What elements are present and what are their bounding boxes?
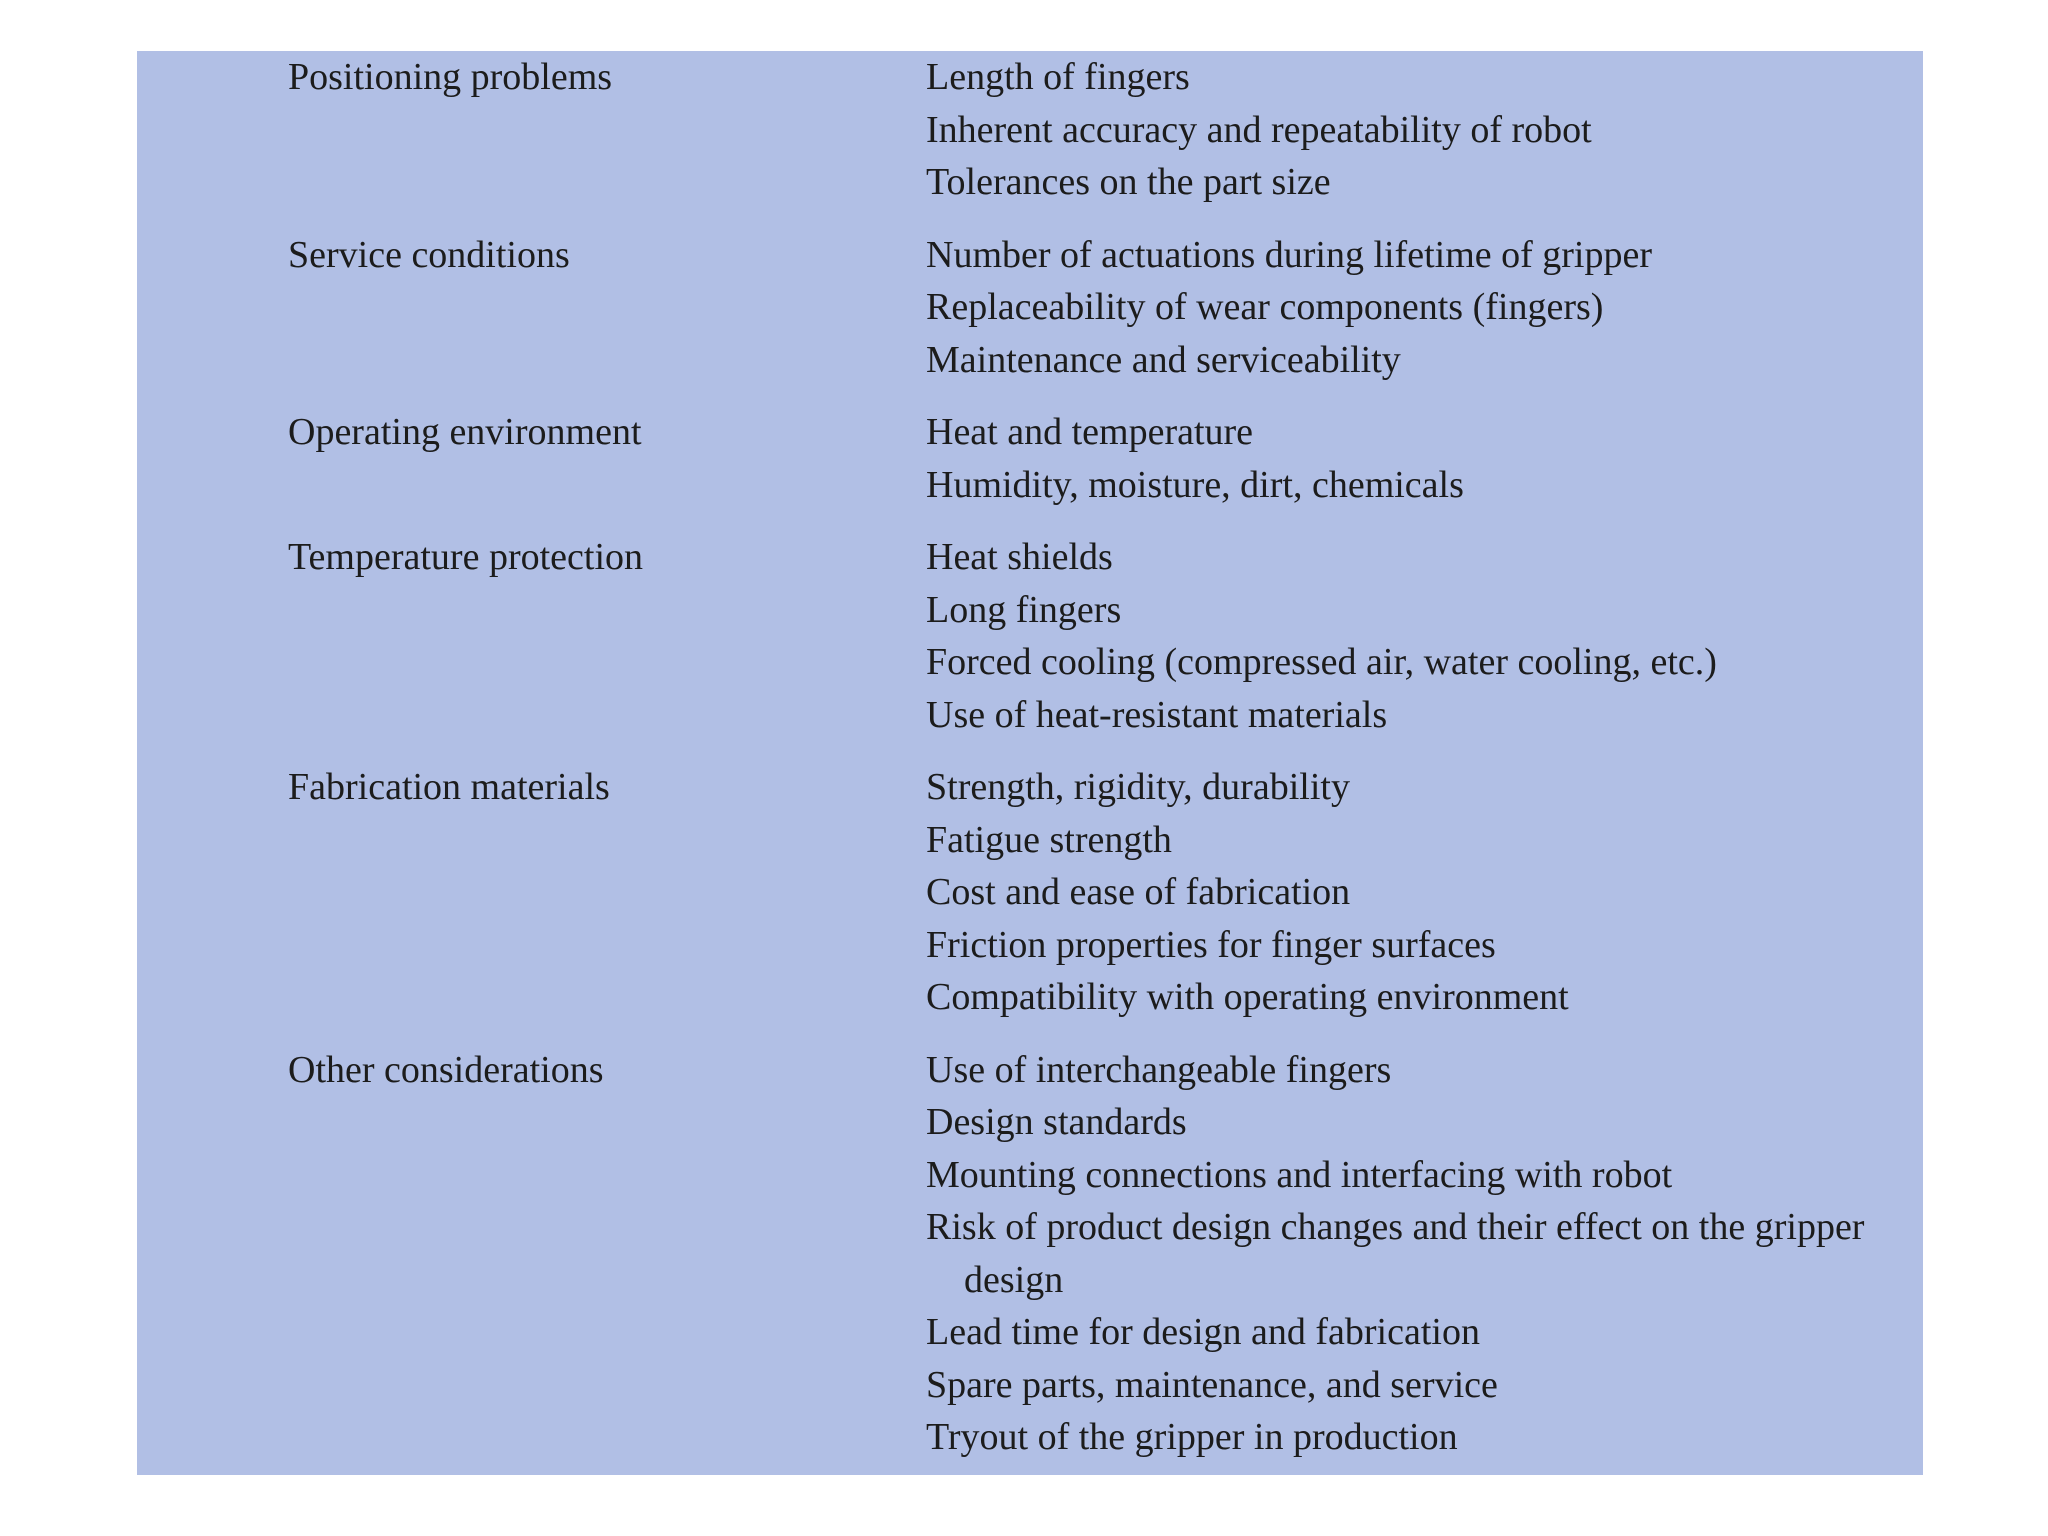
- list-item: Heat shields: [926, 536, 1113, 578]
- table-row: [288, 1044, 1908, 1484]
- list-item: Spare parts, maintenance, and service: [926, 1363, 1498, 1406]
- category-label: Operating environment: [288, 411, 642, 453]
- list-item: Cost and ease of fabrication: [926, 871, 1351, 913]
- table-row: [288, 531, 1908, 761]
- list-item: Strength, rigidity, durability: [926, 766, 1350, 808]
- list-item: Use of heat-resistant materials: [926, 693, 1388, 736]
- list-item: Mounting connections and interfacing with robot: [926, 1153, 1673, 1196]
- list-item: Long fingers: [926, 588, 1122, 631]
- list-item: Replaceability of wear components (fingers): [926, 286, 1604, 328]
- list-item: Tolerances on the part size: [926, 161, 1331, 203]
- gripper-design-considerations-panel: [137, 51, 1923, 1475]
- factor-list: [926, 51, 1908, 209]
- list-item: Heat and temperature: [926, 411, 1254, 453]
- list-item: Fatigue strength: [926, 818, 1172, 861]
- list-item: Humidity, moisture, dirt, chemicals: [926, 463, 1464, 506]
- list-item: Compatibility with operating environment: [926, 976, 1569, 1018]
- list-item: Design standards: [926, 1101, 1187, 1143]
- list-item: Tryout of the gripper in production: [926, 1416, 1458, 1458]
- factor-list: [926, 406, 1908, 511]
- list-item: Forced cooling (compressed air, water cooling, etc.): [926, 641, 1717, 683]
- list-item: Length of fingers: [926, 56, 1190, 98]
- table-row: [288, 229, 1908, 407]
- category-label: Positioning problems: [288, 56, 613, 98]
- list-item: Lead time for design and fabrication: [926, 1311, 1480, 1353]
- factor-list: [926, 229, 1908, 387]
- category-label: Fabrication materials: [288, 766, 610, 808]
- table-row: [288, 51, 1908, 229]
- list-item: Maintenance and serviceability: [926, 338, 1401, 381]
- category-label: Other considerations: [288, 1048, 604, 1091]
- factor-list: [926, 761, 1908, 1024]
- category-label: Temperature protection: [288, 536, 644, 578]
- list-item: Risk of product design changes and their effect on the gripper design: [926, 1206, 1865, 1301]
- list-item: Number of actuations during lifetime of gripper: [926, 233, 1653, 276]
- category-label: Service conditions: [288, 233, 570, 276]
- table-row: [288, 406, 1908, 531]
- table-row: [288, 761, 1908, 1044]
- list-item: Use of interchangeable fingers: [926, 1048, 1392, 1091]
- list-item: Inherent accuracy and repeatability of robot: [926, 108, 1592, 151]
- considerations-table: [288, 51, 1908, 1484]
- factor-list: [926, 1044, 1908, 1464]
- list-item: Friction properties for finger surfaces: [926, 923, 1496, 966]
- factor-list: [926, 531, 1908, 741]
